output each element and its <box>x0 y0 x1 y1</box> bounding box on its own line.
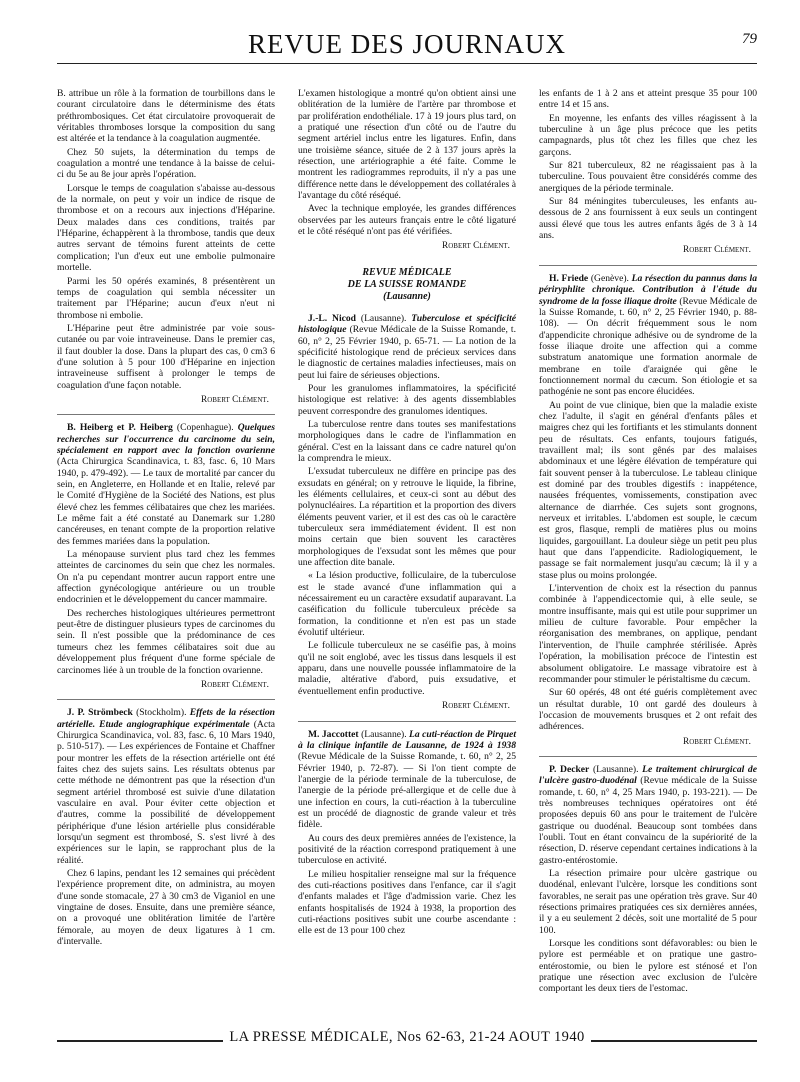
paragraph: Au cours des deux premières années de l'existence, la positivité de la réaction correspond pratiquement à une tuberculose en activité. <box>298 832 516 867</box>
article-head <box>57 422 275 547</box>
article-title: Le traitement chirurgical de l'ulcère gastro-duodénal <box>539 763 757 787</box>
article-friede <box>539 265 757 748</box>
signature: Robert Clément. <box>683 245 751 256</box>
paragraph: « La lésion productive, folliculaire, de la tuberculose est le stade avancé d'une inflammation qui a nécessairement eu un caractère exsudatif auparavant. La caséification du follicule tuberculeux précède sa formation, la conditionne et n'en est pas un stade évolutif ultérieur. <box>298 570 516 639</box>
article-authors: J. P. Strömbeck <box>67 707 133 719</box>
signature: Robert Clément. <box>201 679 269 690</box>
article-reference: (Revue Médicale de la Suisse Romande, t. 60, n° 2, 25 Février 1940, p. 88-108). — On décrit fréquemment sous le nom d'appendicite chronique adhésive ou de syndrome de la fosse iliaque droite une affection qui a comme substratum anatomique une formation anormale de membrane en toile d'araignée qui gêne le fonctionnement normal du cæcum. Son étiologie et sa pathogénie ne sont pas encore élucidées. <box>539 295 757 398</box>
article-place: (Stockholm). <box>132 707 190 719</box>
article-head <box>57 707 275 866</box>
article-title: Tuberculose et spécificité histologique <box>298 312 516 336</box>
article-place: (Lausanne). <box>358 728 410 740</box>
paragraph: L'Héparine peut être administrée par voie sous-cutanée ou par voie intraveineuse. Dans le premier cas, il faut doubler la dose. Dans la plupart des cas, 0 cm3 6 d'une solution à 5 pour 100 d'Héparine en injection intraveineuse suffisent à prolonger le temps de coagulation d'une façon notable. <box>57 322 275 391</box>
paragraph: Avec la technique employée, les grandes différences observées par les auteurs français entre le côté ligaturé et le côté réséqué n'ont pas été vérifiées. <box>298 203 516 238</box>
paragraph: Le milieu hospitalier renseigne mal sur la fréquence des cuti-réactions positives dans l'enfance, car il s'agit d'enfants malades et l'âge d'admission varie. Chez les enfants hospitalisés de 1924 à 1938, la proportion des cuti-réactions positives subit une courbe ascendante : elle est de 13 pour 100 chez <box>298 868 516 937</box>
paragraph: B. attribue un rôle à la formation de tourbillons dans le courant circulatoire dans le déterminisme des états préthrombosiques. Cet état circulatoire provoquerait de véritables thromboses lorsque la composition du sang est altérée et la tendance à la coagulation augmentée. <box>57 88 275 145</box>
header-rule <box>57 63 757 64</box>
article-strombeck <box>57 699 275 947</box>
article-reference: (Revue Médicale de la Suisse Romande, t. 60, n° 2, 25 Février 1940, p. 72-87). — Si l'on tient compte de l'anergie de la période terminale de la tuberculose, de l'anergie de la période pré-allergique et de celle due à une infection en cours, la cuti-réaction à la tuberculine est un procédé de diagnostic de grande valeur et très fidèle. <box>298 751 516 831</box>
paragraph: La ménopause survient plus tard chez les femmes atteintes de carcinomes du sein que chez les normales. On n'a pu cependant montrer aucun rapport entre une affection gynécologique antérieure ou un trouble endocrinien et le développement du cancer mammaire. <box>57 549 275 606</box>
journal-issue: LA PRESSE MÉDICALE, Nos 62-63, 21-24 AOUT 1940 <box>223 1029 590 1045</box>
footer-text <box>57 1029 757 1046</box>
paragraph: Lorsque le temps de coagulation s'abaisse au-dessous de la normale, on peut y voir un indice de risque de thrombose et on a recours aux injections d'Héparine. Deux malades dans ces conditions, traités par l'Héparine, échappèrent à la thrombose, tandis que deux autres servant de témoins furent atteints de cette complication; l'un d'eux eut une embolie pulmonaire mortelle. <box>57 182 275 274</box>
article-place: (Genève). <box>588 272 632 284</box>
article-authors: M. Jaccottet <box>308 728 359 740</box>
article-authors: H. Friede <box>549 272 589 284</box>
signature: Robert Clément. <box>201 394 269 405</box>
paragraph: Sur 84 méningites tuberculeuses, les enfants au-dessous de 2 ans fournissent à eux seuls un contingent aussi élevé que tous les autres enfants âgés de 3 à 14 ans. <box>539 196 757 242</box>
article-reference: (Acta Chirurgica Scandinavica, t. 83, fasc. 6, 10 Mars 1940, p. 479-492). — Le taux de mortalité par cancer du sein, en Angleterre, en Hollande et en Italie, relevé par le Comité d'Hygiène de la Société des Nations, est plus élevé chez les femmes célibataires que chez les mariées. Le même fait a été constaté au Danemark sur 1.280 cancéreuses, en tenant compte de la proportion relative des femmes mariées dans la population. <box>57 456 275 547</box>
paragraph: En moyenne, les enfants des villes réagissent à la tuberculine à un âge plus précoce que les petits campagnards, plus tôt chez les filles que chez les garçons. <box>539 112 757 158</box>
paragraph: L'exsudat tuberculeux ne diffère en principe pas des exsudats en général; on y retrouve le liquide, la fibrine, les éléments cellulaires, et ceux-ci sont au début des polynucléaires. La répartition et la proportion des divers éléments peuvent varier, et il est des cas où le caractère tuberculeux sera immédiatement évident. Il est non moins certain que bien souvent les caractères morphologiques de l'exsudat sont les mêmes que pour une affection dite banale. <box>298 466 516 569</box>
article-reference: (Revue Médicale de la Suisse Romande, t. 60, n° 2, 25 Février 1940, p. 65-71. — La notion de la spécificité histologique rend de précieux services dans le diagnostic de certaines maladies infectieuses, mais on peut lui faire de sérieuses objections. <box>298 324 516 381</box>
article-place: (Copenhague). <box>172 422 238 434</box>
article-authors: P. Decker <box>549 763 590 775</box>
paragraph: Sur 821 tuberculeux, 82 ne réagissaient pas à la tuberculine. Tous pouvaient être considérés comme des anergiques de la période terminale. <box>539 160 757 194</box>
paragraph: Chez 6 lapins, pendant les 12 semaines qui précèdent l'expérience proprement dite, on administra, au moyen d'une sonde stomacale, 27 à 30 cm3 de Viganiol en une vingtaine de doses. Ensuite, dans une première séance, on a provoqué une oblitération limitée de l'artère fémorale, au moyen de deux ligatures à 1 cm. d'intervalle. <box>57 868 275 948</box>
paragraph: Au point de vue clinique, bien que la maladie existe chez l'adulte, il s'agit en général d'enfants pâles et maigres chez qui les fortifiants et les stimulants donnent peu de résultats. Ces enfants, toujours fatigués, travaillent mal; ils sont gênés par des malaises abdominaux et une légère élévation de température qui fait souvent penser à la tuberculose. Le tableau clinique est dominé par des troubles digestifs : inappétence, nausées fréquentes, vomissements, constipation avec alternance de diarrhée. Ces sujets sont grognons, nerveux et irritables. L'abdomen est souple, le cæcum est gros, flasque, rempli de matières plus ou moins liquides, gargouillant. La douleur siège un petit peu plus haut que dans l'appendicite. Radiologiquement, le passage se fait normalement jusqu'au cæcum; là il y a stase plus ou moins prolongée. <box>539 399 757 581</box>
paragraph: les enfants de 1 à 2 ans et atteint presque 35 pour 100 entre 14 et 15 ans. <box>539 88 757 111</box>
paragraph: Des recherches histologiques ultérieures permettront peut-être de distinguer plusieurs types de carcinomes du sein. Il n'est possible que la prédominance de ces tumeurs chez les femmes célibataires soit due au développement plus fréquent d'une forme spéciale de carcinomes liée à un trouble de la fonction ovarienne. <box>57 607 275 676</box>
article-title: La résection du pannus dans la périryphlite chronique. Contribution à l'étude du syndrome de la fosse iliaque droite <box>539 272 757 307</box>
paragraph: L'intervention de choix est la résection du pannus combinée à l'appendicectomie qui, à elle seule, se montre insuffisante, mais qui est utile pour supprimer un milieu de culture favorable. Pour empêcher la réorganisation des membranes, on applique, pendant l'intervention, de l'huile camphrée stérilisée. Après l'opération, la mobilisation précoce de l'intestin est absolument obligatoire. Le massage vibratoire est à recommander pour stimuler le péristaltisme du cæcum. <box>539 583 757 685</box>
paragraph: Pour les granulomes inflammatoires, la spécificité histologique est relative: à des agents dissemblables peuvent correspondre des granulomes identiques. <box>298 382 516 417</box>
page-footer <box>57 1029 757 1053</box>
paragraph: Sur 60 opérés, 48 ont été guéris complètement avec un résultat durable, 10 ont gardé des douleurs à l'occasion de mouvements brusques et 2 ont refait des adhérences. <box>539 687 757 733</box>
signature: Robert Clément. <box>442 241 510 252</box>
article-authors: J.-L. Nicod <box>308 312 357 324</box>
article-head <box>539 273 757 398</box>
article-place: (Lausanne). <box>589 763 643 775</box>
article-decker <box>539 756 757 995</box>
column-1 <box>57 88 275 949</box>
signature: Robert Clément. <box>683 736 751 747</box>
page-number: 79 <box>742 31 757 47</box>
article-title: Quelques recherches sur l'occurrence du carcinome du sein, spécialement en rapport avec la fonction ovarienne <box>57 422 275 456</box>
section-subtitle: DE LA SUISSE ROMANDE <box>347 278 467 290</box>
paragraph: Parmi les 50 opérés examinés, 8 présentèrent un temps de coagulation qui sembla nécessiter un traitement par l'Héparine; aucun d'eux n'eut ni thrombose ni embolie. <box>57 275 275 321</box>
paragraph: La résection primaire pour ulcère gastrique ou duodénal, enlevant l'ulcère, lorsque les conditions sont favorables, ne serait pas une opération très grave. Sur 40 résections primaires pratiquées ces six dernières années, il y a eu seulement 2 décès, soit une mortalité de 5 pour 100. <box>539 868 757 936</box>
article-place: (Lausanne). <box>356 312 412 324</box>
article-title: La cuti-réaction de Pirquet à la clinique infantile de Lausanne, de 1924 à 1938 <box>298 728 516 751</box>
article-reference: (Revue médicale de la Suisse romande, t. 60, n° 4, 25 Mars 1940, p. 193-221). — De très nombreuses techniques opératoires ont été proposées depuis 60 ans pour le traitement de l'ulcère gastrique ou duodénal. Beaucoup sont tombées dans l'oubli. Tout en étant convaincu de la supériorité de la résection, D. réserve cependant certaines indications à la gastro-entérostomie. <box>539 775 757 866</box>
paragraph: L'examen histologique a montré qu'on obtient ainsi une oblitération de la lumière de l'artère par thrombose et par prolifération endothéliale. 17 à 19 jours plus tard, on a pratiqué une résection d'un côté ou de l'autre du segment artériel inclus entre les ligatures. Enfin, dans une troisième séance, située de 2 à 137 jours après la résection, une artériographie a été faite. Comme le montrent les radiogrammes reproduits, il n'y a pas une différence nette dans le développement des collatérales à l'avantage du côté réséqué. <box>298 88 516 202</box>
article-heiberg <box>57 414 275 691</box>
section-heading <box>298 267 516 303</box>
article-head <box>539 764 757 866</box>
page-header <box>57 27 757 61</box>
article-head <box>298 729 516 831</box>
section-place: (Lausanne) <box>383 290 431 302</box>
article-head <box>298 313 516 381</box>
paragraph: La tuberculose rentre dans toutes ses manifestations morphologiques dans le cadre de l'inflammation en général. C'est en la laissant dans ce cadre naturel qu'on la comprendra le mieux. <box>298 418 516 464</box>
running-title: REVUE DES JOURNAUX <box>247 29 566 59</box>
article-jaccottet <box>298 721 516 937</box>
column-2 <box>298 88 516 939</box>
article-nicod <box>298 313 516 713</box>
paragraph: Lorsque les conditions sont défavorables: ou bien le pylore est perméable et on pratique une gastro-entérostomie, ou bien le pylore est sténosé et l'on pratique une résection avec exclusion de l'ulcère comportant les deux tiers de l'estomac. <box>539 938 757 995</box>
article-authors: B. Heiberg et P. Heiberg <box>67 422 173 434</box>
paragraph: Chez 50 sujets, la détermination du temps de coagulation a montré une tendance à la baisse de celui-ci du 5e au 8e jour après l'opération. <box>57 146 275 181</box>
paragraph: Le follicule tuberculeux ne se caséifie pas, à moins qu'il ne soit englobé, avec les tissus dans lesquels il est apparu, dans une nouvelle poussée inflammatoire de la maladie, altérative d'abord, puis exsudative, et éventuellement enfin productive. <box>298 640 516 697</box>
column-3 <box>539 88 757 997</box>
article-title: Effets de la résection artérielle. Etude angiographique expérimentale <box>57 707 275 730</box>
article-reference: (Acta Chirurgica Scandinavica, vol. 83, fasc. 6, 10 Mars 1940, p. 510-517). — Les expériences de Fontaine et Chaffner pour montrer les effets de la résection artérielle ont été faites chez des sujets sains. Les résultats obtenus par cette méthode ne démontrent pas que la résection d'un segment artériel thrombosé est suivie d'une dilatation vasculaire en aval. Pour éviter cette objection et d'autres, comme la possibilité de développement périphérique d'une lésion artérielle plus considérable lorsqu'un segment est thrombosé, S. s'est livré à des expériences sur le lapin, se rapprochant plus de la réalité. <box>57 718 275 866</box>
signature: Robert Clément. <box>442 701 510 712</box>
section-title: REVUE MÉDICALE <box>362 266 452 278</box>
